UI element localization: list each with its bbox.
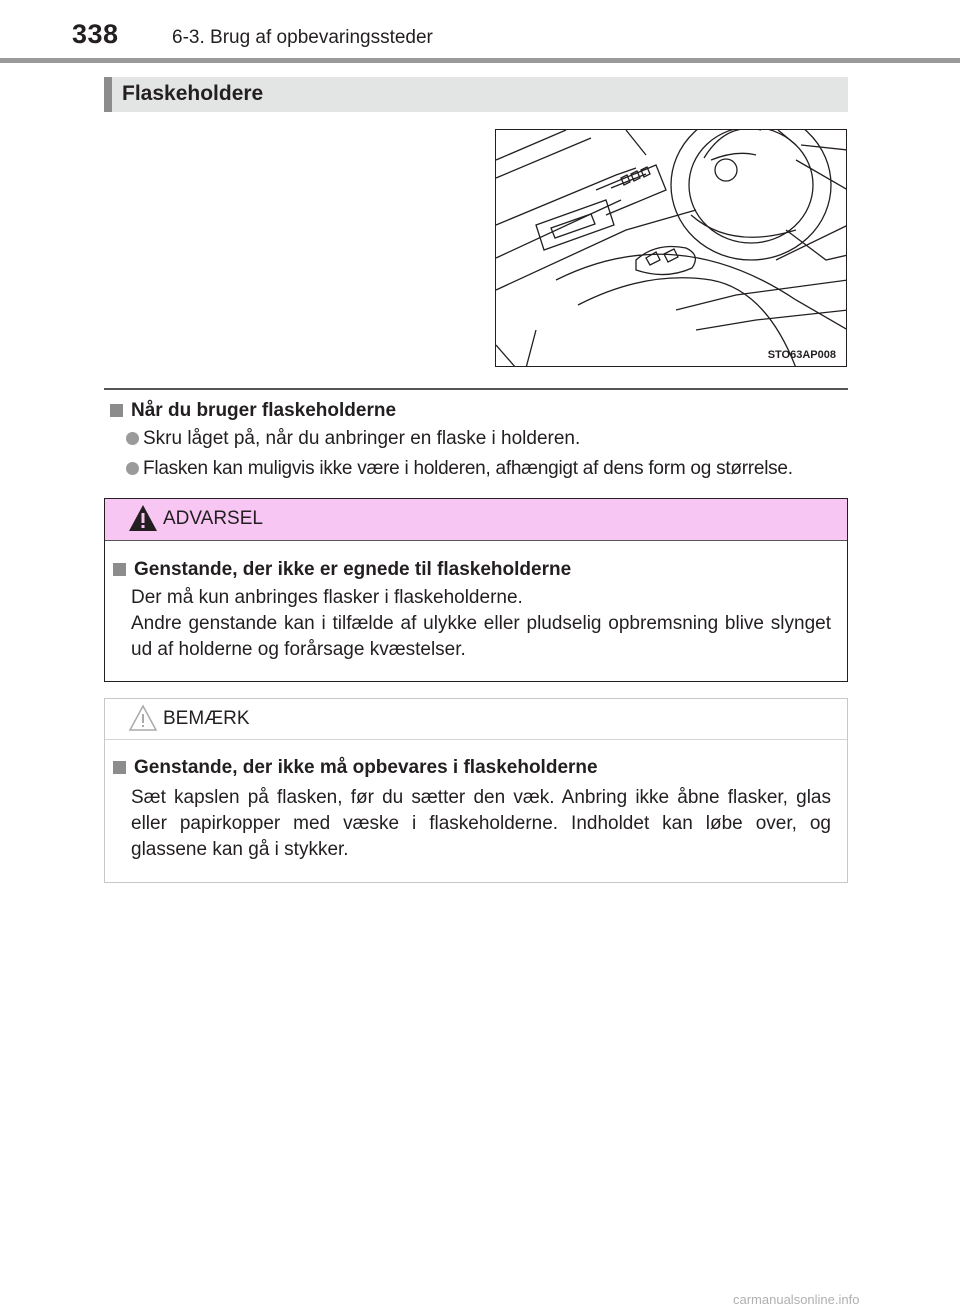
notice-box <box>104 698 848 883</box>
header-rule <box>0 58 960 63</box>
list-item-text: Flasken kan muligvis ikke være i holderen, afhængigt af dens form og størrelse. <box>143 458 793 479</box>
warning-box <box>104 498 848 682</box>
figure-code: STO63AP008 <box>767 349 836 361</box>
section-title: Flaskeholdere <box>122 82 264 105</box>
warning-heading-text: Genstande, der ikke er egnede til flaskeholderne <box>134 559 572 580</box>
divider <box>104 388 848 390</box>
notice-text: Sæt kapslen på flasken, før du sætter den væk. Anbring ikke åbne flasker, glas eller papirkopper med væske i flaskeholderne. Indholdet kan løbe over, og glassene kan gå i stykker. <box>131 787 831 860</box>
page-number: 338 <box>72 19 119 49</box>
notice-label: BEMÆRK <box>163 708 250 729</box>
warning-text <box>131 585 831 663</box>
dot-bullet-icon <box>126 432 139 445</box>
notice-heading <box>113 757 598 779</box>
list-item-text: Skru låget på, når du anbringer en flaske i holderen. <box>143 428 581 449</box>
warning-label: ADVARSEL <box>163 508 263 529</box>
chapter-title: 6-3. Brug af opbevaringssteder <box>172 27 433 48</box>
list-item <box>126 428 580 450</box>
square-bullet-icon <box>113 563 126 576</box>
notice-heading-text: Genstande, der ikke må opbevares i flaskeholderne <box>134 757 598 778</box>
warning-heading <box>113 559 571 581</box>
usage-heading <box>110 400 396 422</box>
warning-triangle-icon <box>128 504 158 532</box>
warning-header <box>105 499 847 541</box>
section-header <box>104 77 848 112</box>
watermark: carmanualsonline.info <box>733 1292 860 1307</box>
usage-heading-text: Når du bruger flaskeholderne <box>131 400 397 421</box>
list-item <box>126 458 793 480</box>
caution-triangle-outline-icon <box>128 704 158 732</box>
bottle-holder-illustration <box>495 129 847 367</box>
warning-text-line: Der må kun anbringes flasker i flaskeholderne. <box>131 587 523 608</box>
warning-text-line: Andre genstande kan i tilfælde af ulykke eller pludselig opbremsning blive slynget ud af holderne og forårsage kvæstelser. <box>131 613 831 660</box>
dot-bullet-icon <box>126 462 139 475</box>
square-bullet-icon <box>110 404 123 417</box>
car-interior-drawing <box>496 130 847 367</box>
square-bullet-icon <box>113 761 126 774</box>
notice-header <box>105 699 847 740</box>
section-accent <box>104 77 112 112</box>
